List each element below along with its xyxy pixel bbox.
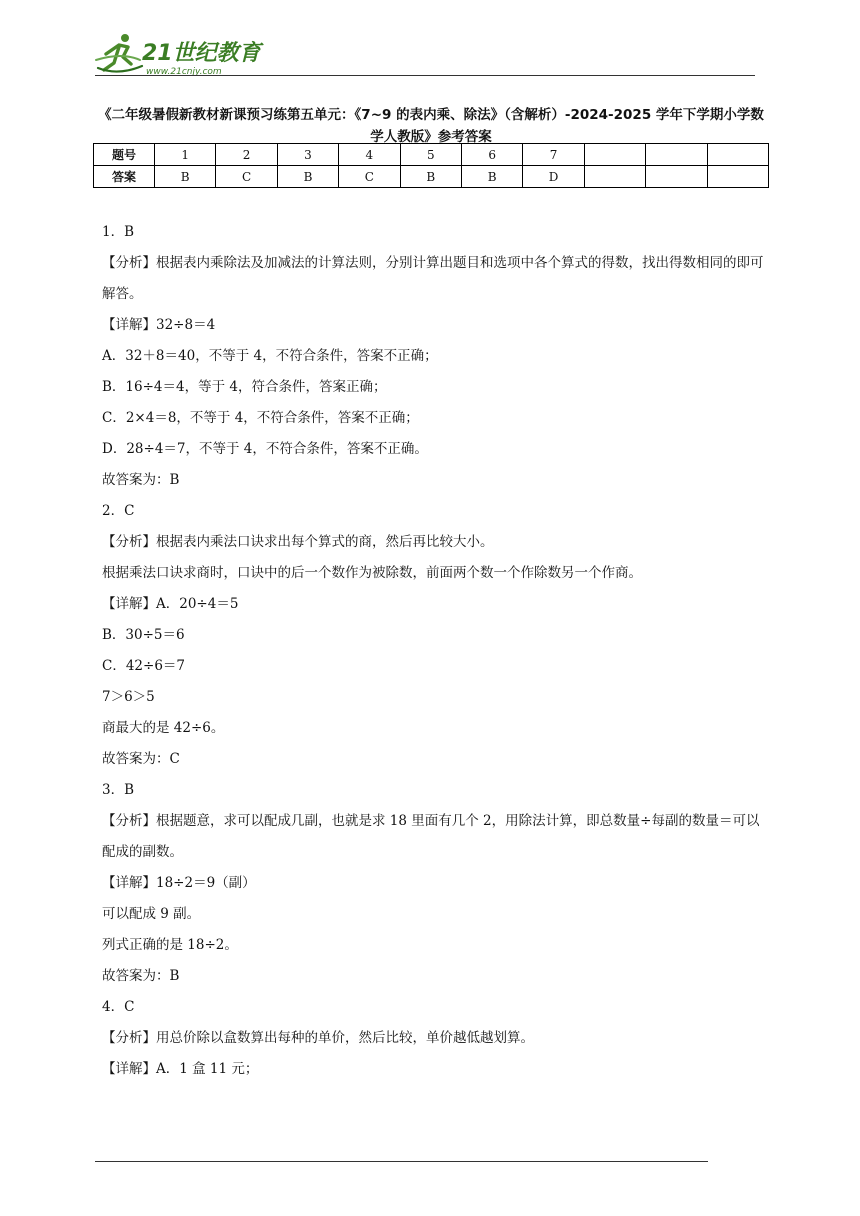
question-heading: 3．B	[102, 782, 135, 798]
question-heading: 4．C	[102, 999, 135, 1015]
answer-cell: B	[400, 166, 461, 188]
solutions-body	[102, 217, 767, 1085]
analysis-paragraph: 【分析】根据表内乘法口诀求出每个算式的商，然后再比较大小。	[102, 534, 494, 550]
question-number-cell: 2	[216, 144, 277, 166]
analysis-paragraph: 根据乘法口诀求商时，口诀中的后一个数作为被除数，前面两个数一个作除数另一个作商。	[102, 565, 642, 581]
final-answer-line: 故答案为：B	[102, 472, 180, 488]
answer-cell: C	[339, 166, 400, 188]
answer-row	[94, 166, 769, 188]
question-number-cell	[584, 144, 645, 166]
question-number-cell	[707, 144, 768, 166]
solution-line: 7＞6＞5	[102, 689, 155, 705]
answer-cell: B	[461, 166, 522, 188]
solution-line: B．30÷5＝6	[102, 627, 185, 643]
question-number-cell: 6	[461, 144, 522, 166]
solution-line: 列式正确的是 18÷2。	[102, 937, 238, 953]
answer-cell: C	[216, 166, 277, 188]
question-number-row	[94, 144, 769, 166]
row-label-number: 题号	[94, 144, 155, 166]
logo-21cnjy	[92, 30, 267, 80]
question-number-cell: 3	[277, 144, 338, 166]
solution-line: 【详解】A．1 盒 11 元；	[102, 1061, 259, 1077]
answer-cell	[646, 166, 707, 188]
solution-line: C．2×4＝8，不等于 4，不符合条件，答案不正确；	[102, 410, 419, 426]
answer-cell: B	[277, 166, 338, 188]
question-heading: 1．B	[102, 224, 135, 240]
question-heading: 2．C	[102, 503, 135, 519]
question-number-cell: 5	[400, 144, 461, 166]
svg-text:21世纪教育: 21世纪教育	[142, 41, 261, 66]
solution-line: 【详解】18÷2＝9（副）	[102, 875, 256, 891]
answer-cell: D	[523, 166, 584, 188]
document-title: 《二年级暑假新教材新课预习练第五单元：《7~9 的表内乘、除法》（含解析）-2024-2025 学年下学期小学数学人教版》参考答案	[98, 107, 764, 145]
analysis-paragraph: 【分析】根据表内乘除法及加减法的计算法则，分别计算出题目和选项中各个算式的得数，找出得数相同的即可解答。	[102, 255, 764, 302]
solution-line: B．16÷4＝4，等于 4，符合条件，答案正确；	[102, 379, 387, 395]
solution-line: 【详解】A．20÷4＝5	[102, 596, 239, 612]
analysis-paragraph: 【分析】根据题意，求可以配成几副，也就是求 18 里面有几个 2，用除法计算，即总数量÷每副的数量＝可以配成的副数。	[102, 813, 760, 860]
solution-line: D．28÷4＝7，不等于 4，不符合条件，答案不正确。	[102, 441, 428, 457]
answer-cell: B	[155, 166, 216, 188]
final-answer-line: 故答案为：C	[102, 751, 180, 767]
footer-rule	[95, 1161, 708, 1162]
solution-line: A．32＋8＝40，不等于 4，不符合条件，答案不正确；	[102, 348, 438, 364]
final-answer-line: 故答案为：B	[102, 968, 180, 984]
question-number-cell: 1	[155, 144, 216, 166]
solution-line: C．42÷6＝7	[102, 658, 185, 674]
solution-line: 【详解】32÷8＝4	[102, 317, 216, 333]
solution-line: 可以配成 9 副。	[102, 906, 201, 922]
question-number-cell: 4	[339, 144, 400, 166]
svg-text:www.21cnjy.com: www.21cnjy.com	[146, 67, 222, 77]
answer-cell	[584, 166, 645, 188]
question-number-cell	[646, 144, 707, 166]
solution-line: 商最大的是 42÷6。	[102, 720, 225, 736]
answer-cell	[707, 166, 768, 188]
question-number-cell: 7	[523, 144, 584, 166]
header-rule	[95, 75, 755, 76]
analysis-paragraph: 【分析】用总价除以盒数算出每种的单价，然后比较，单价越低越划算。	[102, 1030, 534, 1046]
answer-table	[93, 143, 769, 188]
row-label-answer: 答案	[94, 166, 155, 188]
